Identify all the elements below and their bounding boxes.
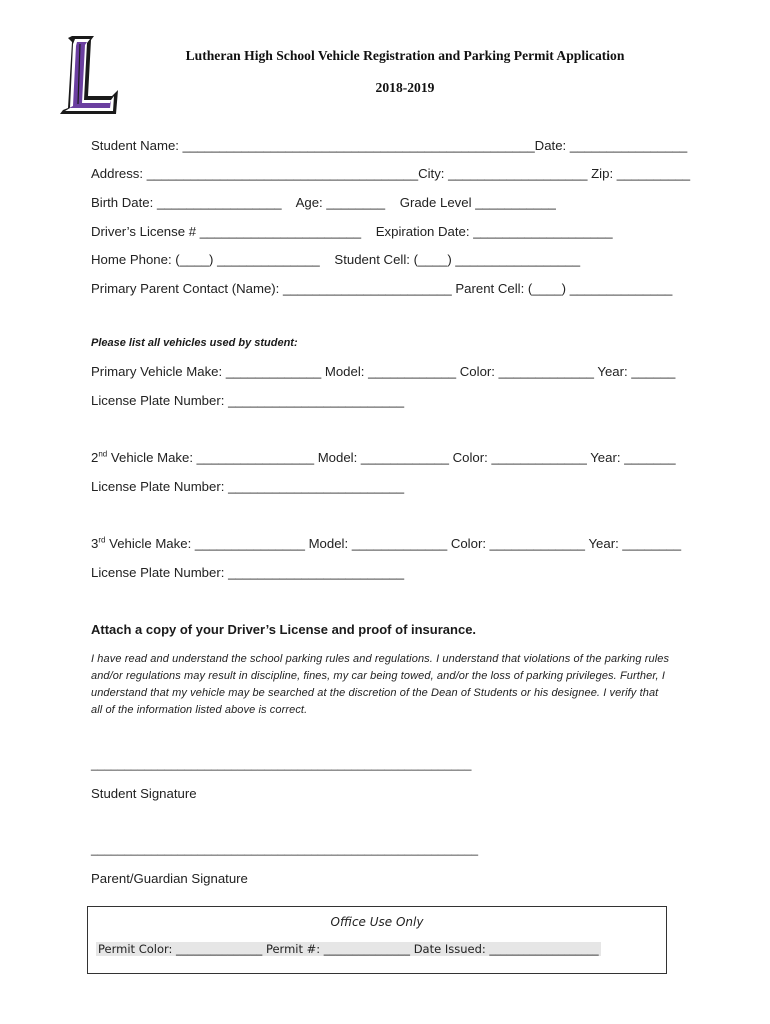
second-vehicle-number: 2 <box>91 450 99 465</box>
student-signature-line: _________________________________________________________ <box>91 757 472 771</box>
parent-contact-line: Primary Parent Contact (Name): _______________________ Parent Cell: (____) ______________ <box>91 281 673 296</box>
third-vehicle-fields: Vehicle Make: _______________ Model: _____________ Color: _____________ Year: ________ <box>105 536 682 551</box>
parent-signature-line: __________________________________________________________ <box>91 842 479 856</box>
third-vehicle-line <box>91 536 681 551</box>
birth-age-grade-line: Birth Date: _________________ Age: ________ Grade Level ___________ <box>91 195 556 210</box>
third-vehicle-number: 3 <box>91 536 99 551</box>
third-plate-line: License Plate Number: ________________________ <box>91 565 405 580</box>
second-vehicle-ordinal: nd <box>98 449 108 459</box>
second-plate-line: License Plate Number: ________________________ <box>91 479 405 494</box>
school-logo <box>58 34 122 116</box>
second-vehicle-fields: Vehicle Make: ________________ Model: ____________ Color: _____________ Year: _______ <box>107 450 676 465</box>
drivers-license-line: Driver’s License # ______________________ Expiration Date: ___________________ <box>91 224 613 239</box>
third-vehicle-ordinal: rd <box>98 535 106 545</box>
student-name-date-line: Student Name: ________________________________________________Date: ________________ <box>91 138 688 153</box>
attach-note: Attach a copy of your Driver’s License and proof of insurance. <box>91 622 477 637</box>
primary-vehicle-line: Primary Vehicle Make: _____________ Model: ____________ Color: _____________ Year: ______ <box>91 364 676 379</box>
vehicles-heading: Please list all vehicles used by student: <box>91 337 298 349</box>
student-signature-label: Student Signature <box>91 786 197 801</box>
second-vehicle-line <box>91 450 676 465</box>
office-use-box <box>87 906 667 974</box>
document-title: Lutheran High School Vehicle Registration and Parking Permit Application <box>185 48 625 63</box>
parent-signature-label: Parent/Guardian Signature <box>91 871 248 886</box>
address-line: Address: _____________________________________City: ___________________ Zip: __________ <box>91 166 691 181</box>
phone-line: Home Phone: (____) ______________ Student Cell: (____) _________________ <box>91 252 581 267</box>
primary-plate-line: License Plate Number: ________________________ <box>91 393 405 408</box>
office-use-fields: Permit Color: _______________ Permit #: _______________ Date Issued: ___________________ <box>98 942 599 956</box>
agreement-statement: I have read and understand the school parking rules and regulations. I understand that violations of the parking rules and/or regulations may result in discipline, fines, my car being towed, and/or the loss of parking privileges. Further, I understand that my vehicle may be searched at the discretion of the Dean of Students or his designee. I verify that all of the information listed above is correct. <box>91 653 670 716</box>
office-use-title: Office Use Only <box>330 915 424 929</box>
school-year: 2018-2019 <box>375 80 435 95</box>
